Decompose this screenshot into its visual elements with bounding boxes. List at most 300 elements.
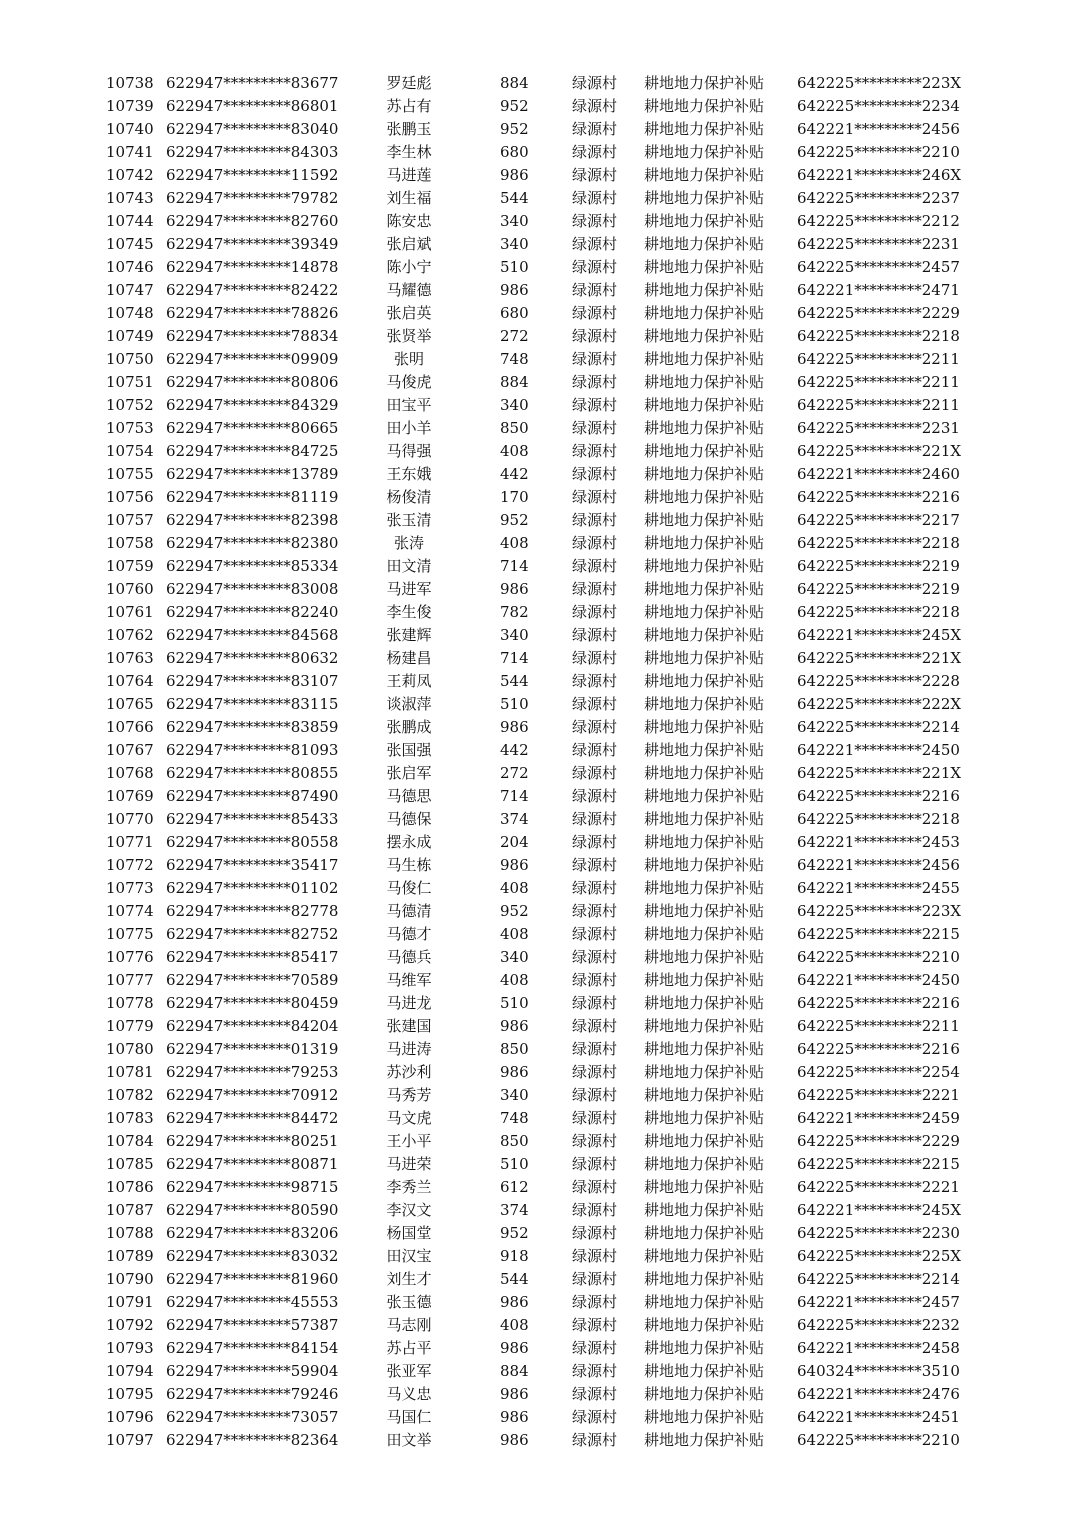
- table-row: [0, 1107, 1074, 1130]
- person-name: 田文清: [386, 557, 432, 575]
- table-row: [0, 1245, 1074, 1268]
- village-name: 绿源村: [572, 465, 618, 483]
- row-index: 10777: [106, 971, 154, 989]
- account-number: 622947*********84568: [166, 626, 339, 644]
- subsidy-type: 耕地地力保护补贴: [644, 971, 765, 989]
- subsidy-type: 耕地地力保护补贴: [644, 74, 765, 92]
- person-name: 马进龙: [386, 994, 432, 1012]
- id-number: 642221*********246X: [797, 166, 962, 184]
- id-number: 642225*********2229: [797, 1132, 960, 1150]
- village-name: 绿源村: [572, 626, 618, 644]
- table-row: [0, 1038, 1074, 1061]
- table-row: [0, 486, 1074, 509]
- table-row: [0, 371, 1074, 394]
- table-row: [0, 532, 1074, 555]
- subsidy-amount: 374: [500, 810, 529, 828]
- table-row: [0, 900, 1074, 923]
- row-index: 10771: [106, 833, 154, 851]
- person-name: 苏占有: [386, 97, 432, 115]
- row-index: 10796: [106, 1408, 154, 1426]
- table-row: [0, 348, 1074, 371]
- id-number: 642221*********245X: [797, 626, 962, 644]
- table-row: [0, 1153, 1074, 1176]
- table-row: [0, 1406, 1074, 1429]
- account-number: 622947*********80459: [166, 994, 339, 1012]
- person-name: 李秀兰: [386, 1178, 432, 1196]
- subsidy-amount: 340: [500, 948, 529, 966]
- account-number: 622947*********85334: [166, 557, 339, 575]
- person-name: 马德清: [386, 902, 432, 920]
- row-index: 10781: [106, 1063, 154, 1081]
- person-name: 马秀芳: [386, 1086, 432, 1104]
- row-index: 10745: [106, 235, 154, 253]
- person-name: 张亚军: [386, 1362, 432, 1380]
- person-name: 苏沙利: [386, 1063, 432, 1081]
- village-name: 绿源村: [572, 833, 618, 851]
- account-number: 622947*********78826: [166, 304, 339, 322]
- subsidy-type: 耕地地力保护补贴: [644, 97, 765, 115]
- account-number: 622947*********81119: [166, 488, 339, 506]
- village-name: 绿源村: [572, 327, 618, 345]
- account-number: 622947*********79253: [166, 1063, 339, 1081]
- village-name: 绿源村: [572, 971, 618, 989]
- subsidy-amount: 544: [500, 672, 529, 690]
- subsidy-type: 耕地地力保护补贴: [644, 511, 765, 529]
- id-number: 642225*********2216: [797, 1040, 960, 1058]
- id-number: 642225*********2216: [797, 787, 960, 805]
- id-number: 642225*********2217: [797, 511, 960, 529]
- row-index: 10794: [106, 1362, 154, 1380]
- row-index: 10774: [106, 902, 154, 920]
- subsidy-type: 耕地地力保护补贴: [644, 649, 765, 667]
- id-number: 642221*********2456: [797, 120, 960, 138]
- subsidy-amount: 986: [500, 718, 529, 736]
- id-number: 642225*********2237: [797, 189, 960, 207]
- subsidy-amount: 986: [500, 281, 529, 299]
- account-number: 622947*********82752: [166, 925, 339, 943]
- subsidy-amount: 850: [500, 1132, 529, 1150]
- village-name: 绿源村: [572, 1385, 618, 1403]
- subsidy-amount: 340: [500, 396, 529, 414]
- account-number: 622947*********84154: [166, 1339, 339, 1357]
- person-name: 王小平: [386, 1132, 432, 1150]
- account-number: 622947*********57387: [166, 1316, 339, 1334]
- subsidy-type: 耕地地力保护补贴: [644, 902, 765, 920]
- table-row: [0, 164, 1074, 187]
- table-row: [0, 1337, 1074, 1360]
- village-name: 绿源村: [572, 1040, 618, 1058]
- subsidy-type: 耕地地力保护补贴: [644, 695, 765, 713]
- row-index: 10769: [106, 787, 154, 805]
- row-index: 10773: [106, 879, 154, 897]
- village-name: 绿源村: [572, 350, 618, 368]
- subsidy-amount: 408: [500, 879, 529, 897]
- table-row: [0, 946, 1074, 969]
- account-number: 622947*********35417: [166, 856, 339, 874]
- id-number: 642225*********2228: [797, 672, 960, 690]
- account-number: 622947*********82422: [166, 281, 339, 299]
- id-number: 642221*********2456: [797, 856, 960, 874]
- subsidy-type: 耕地地力保护补贴: [644, 258, 765, 276]
- account-number: 622947*********83107: [166, 672, 339, 690]
- id-number: 642225*********2216: [797, 488, 960, 506]
- row-index: 10748: [106, 304, 154, 322]
- person-name: 王东娥: [386, 465, 432, 483]
- village-name: 绿源村: [572, 741, 618, 759]
- subsidy-amount: 272: [500, 327, 529, 345]
- person-name: 马德思: [386, 787, 432, 805]
- subsidy-type: 耕地地力保护补贴: [644, 1201, 765, 1219]
- subsidy-amount: 374: [500, 1201, 529, 1219]
- id-number: 642221*********2476: [797, 1385, 960, 1403]
- account-number: 622947*********87490: [166, 787, 339, 805]
- village-name: 绿源村: [572, 120, 618, 138]
- id-number: 642225*********2457: [797, 258, 960, 276]
- person-name: 马德兵: [386, 948, 432, 966]
- subsidy-type: 耕地地力保护补贴: [644, 534, 765, 552]
- village-name: 绿源村: [572, 1086, 618, 1104]
- account-number: 622947*********82364: [166, 1431, 339, 1449]
- table-row: [0, 923, 1074, 946]
- person-name: 马进莲: [386, 166, 432, 184]
- subsidy-amount: 170: [500, 488, 529, 506]
- subsidy-type: 耕地地力保护补贴: [644, 1339, 765, 1357]
- subsidy-amount: 510: [500, 1155, 529, 1173]
- account-number: 622947*********84725: [166, 442, 339, 460]
- subsidy-amount: 340: [500, 626, 529, 644]
- table-row: [0, 302, 1074, 325]
- table-row: [0, 969, 1074, 992]
- subsidy-type: 耕地地力保护补贴: [644, 488, 765, 506]
- person-name: 李生俊: [386, 603, 432, 621]
- id-number: 642225*********223X: [797, 74, 962, 92]
- subsidy-amount: 986: [500, 1431, 529, 1449]
- row-index: 10743: [106, 189, 154, 207]
- account-number: 622947*********70589: [166, 971, 339, 989]
- person-name: 张启军: [386, 764, 432, 782]
- table-row: [0, 256, 1074, 279]
- account-number: 622947*********80806: [166, 373, 339, 391]
- person-name: 杨俊清: [386, 488, 432, 506]
- village-name: 绿源村: [572, 1224, 618, 1242]
- subsidy-type: 耕地地力保护补贴: [644, 879, 765, 897]
- id-number: 642225*********2211: [797, 373, 960, 391]
- subsidy-type: 耕地地力保护补贴: [644, 1431, 765, 1449]
- account-number: 622947*********14878: [166, 258, 339, 276]
- subsidy-amount: 850: [500, 1040, 529, 1058]
- table-row: [0, 808, 1074, 831]
- subsidy-amount: 952: [500, 902, 529, 920]
- account-number: 622947*********82778: [166, 902, 339, 920]
- id-number: 642225*********2218: [797, 327, 960, 345]
- person-name: 马国仁: [386, 1408, 432, 1426]
- table-row: [0, 578, 1074, 601]
- subsidy-amount: 714: [500, 787, 529, 805]
- subsidy-type: 耕地地力保护补贴: [644, 1293, 765, 1311]
- table-row: [0, 785, 1074, 808]
- table-row: [0, 1360, 1074, 1383]
- id-number: 642225*********2212: [797, 212, 960, 230]
- row-index: 10747: [106, 281, 154, 299]
- person-name: 王莉凤: [386, 672, 432, 690]
- account-number: 622947*********45553: [166, 1293, 339, 1311]
- id-number: 642225*********222X: [797, 695, 962, 713]
- id-number: 642225*********223X: [797, 902, 962, 920]
- subsidy-amount: 544: [500, 189, 529, 207]
- row-index: 10787: [106, 1201, 154, 1219]
- subsidy-type: 耕地地力保护补贴: [644, 1316, 765, 1334]
- subsidy-type: 耕地地力保护补贴: [644, 1385, 765, 1403]
- table-row: [0, 854, 1074, 877]
- village-name: 绿源村: [572, 1431, 618, 1449]
- row-index: 10752: [106, 396, 154, 414]
- id-number: 642225*********225X: [797, 1247, 962, 1265]
- village-name: 绿源村: [572, 672, 618, 690]
- subsidy-type: 耕地地力保护补贴: [644, 833, 765, 851]
- account-number: 622947*********98715: [166, 1178, 339, 1196]
- person-name: 张鹏成: [386, 718, 432, 736]
- account-number: 622947*********84329: [166, 396, 339, 414]
- table-row: [0, 72, 1074, 95]
- account-number: 622947*********84303: [166, 143, 339, 161]
- subsidy-type: 耕地地力保护补贴: [644, 350, 765, 368]
- table-row: [0, 693, 1074, 716]
- person-name: 田宝平: [386, 396, 432, 414]
- row-index: 10780: [106, 1040, 154, 1058]
- table-row: [0, 1130, 1074, 1153]
- subsidy-type: 耕地地力保护补贴: [644, 327, 765, 345]
- subsidy-amount: 952: [500, 511, 529, 529]
- village-name: 绿源村: [572, 1178, 618, 1196]
- row-index: 10746: [106, 258, 154, 276]
- id-number: 642221*********2450: [797, 971, 960, 989]
- person-name: 马俊虎: [386, 373, 432, 391]
- subsidy-type: 耕地地力保护补贴: [644, 235, 765, 253]
- village-name: 绿源村: [572, 902, 618, 920]
- table-row: [0, 210, 1074, 233]
- person-name: 李生林: [386, 143, 432, 161]
- subsidy-type: 耕地地力保护补贴: [644, 465, 765, 483]
- subsidy-type: 耕地地力保护补贴: [644, 994, 765, 1012]
- id-number: 642225*********2215: [797, 925, 960, 943]
- person-name: 张建辉: [386, 626, 432, 644]
- subsidy-type: 耕地地力保护补贴: [644, 1270, 765, 1288]
- row-index: 10741: [106, 143, 154, 161]
- subsidy-type: 耕地地力保护补贴: [644, 580, 765, 598]
- subsidy-amount: 510: [500, 695, 529, 713]
- subsidy-amount: 272: [500, 764, 529, 782]
- account-number: 622947*********85433: [166, 810, 339, 828]
- village-name: 绿源村: [572, 1132, 618, 1150]
- subsidy-type: 耕地地力保护补贴: [644, 741, 765, 759]
- id-number: 642221*********2453: [797, 833, 960, 851]
- row-index: 10754: [106, 442, 154, 460]
- table-row: [0, 762, 1074, 785]
- row-index: 10755: [106, 465, 154, 483]
- id-number: 642221*********2450: [797, 741, 960, 759]
- table-row: [0, 1268, 1074, 1291]
- id-number: 642225*********2232: [797, 1316, 960, 1334]
- table-row: [0, 417, 1074, 440]
- subsidy-type: 耕地地力保护补贴: [644, 1155, 765, 1173]
- village-name: 绿源村: [572, 1316, 618, 1334]
- village-name: 绿源村: [572, 948, 618, 966]
- account-number: 622947*********01319: [166, 1040, 339, 1058]
- village-name: 绿源村: [572, 1155, 618, 1173]
- subsidy-type: 耕地地力保护补贴: [644, 764, 765, 782]
- id-number: 642221*********2451: [797, 1408, 960, 1426]
- row-index: 10783: [106, 1109, 154, 1127]
- row-index: 10767: [106, 741, 154, 759]
- account-number: 622947*********39349: [166, 235, 339, 253]
- subsidy-type: 耕地地力保护补贴: [644, 626, 765, 644]
- id-number: 642225*********2218: [797, 534, 960, 552]
- account-number: 622947*********83008: [166, 580, 339, 598]
- subsidy-amount: 340: [500, 212, 529, 230]
- table-row: [0, 279, 1074, 302]
- row-index: 10739: [106, 97, 154, 115]
- village-name: 绿源村: [572, 649, 618, 667]
- row-index: 10779: [106, 1017, 154, 1035]
- village-name: 绿源村: [572, 1017, 618, 1035]
- id-number: 642225*********2211: [797, 350, 960, 368]
- id-number: 642225*********2231: [797, 419, 960, 437]
- person-name: 马维军: [386, 971, 432, 989]
- subsidy-type: 耕地地力保护补贴: [644, 396, 765, 414]
- row-index: 10768: [106, 764, 154, 782]
- village-name: 绿源村: [572, 695, 618, 713]
- village-name: 绿源村: [572, 419, 618, 437]
- subsidy-amount: 408: [500, 534, 529, 552]
- subsidy-amount: 918: [500, 1247, 529, 1265]
- table-row: [0, 1314, 1074, 1337]
- subsidy-type: 耕地地力保护补贴: [644, 1086, 765, 1104]
- subsidy-amount: 986: [500, 1293, 529, 1311]
- subsidy-type: 耕地地力保护补贴: [644, 1362, 765, 1380]
- row-index: 10744: [106, 212, 154, 230]
- row-index: 10770: [106, 810, 154, 828]
- table-row: [0, 325, 1074, 348]
- village-name: 绿源村: [572, 1339, 618, 1357]
- row-index: 10766: [106, 718, 154, 736]
- subsidy-amount: 986: [500, 166, 529, 184]
- person-name: 马得强: [386, 442, 432, 460]
- subsidy-type: 耕地地力保护补贴: [644, 442, 765, 460]
- subsidy-amount: 952: [500, 97, 529, 115]
- table-row: [0, 1291, 1074, 1314]
- account-number: 622947*********83859: [166, 718, 339, 736]
- id-number: 642225*********2230: [797, 1224, 960, 1242]
- subsidy-type: 耕地地力保护补贴: [644, 672, 765, 690]
- id-number: 640324*********3510: [797, 1362, 960, 1380]
- person-name: 张贤举: [386, 327, 432, 345]
- account-number: 622947*********80590: [166, 1201, 339, 1219]
- subsidy-amount: 782: [500, 603, 529, 621]
- person-name: 马文虎: [386, 1109, 432, 1127]
- village-name: 绿源村: [572, 258, 618, 276]
- subsidy-table: [0, 72, 1074, 1452]
- row-index: 10795: [106, 1385, 154, 1403]
- row-index: 10742: [106, 166, 154, 184]
- account-number: 622947*********80855: [166, 764, 339, 782]
- table-row: [0, 394, 1074, 417]
- row-index: 10785: [106, 1155, 154, 1173]
- row-index: 10789: [106, 1247, 154, 1265]
- village-name: 绿源村: [572, 603, 618, 621]
- id-number: 642221*********2459: [797, 1109, 960, 1127]
- subsidy-amount: 986: [500, 1063, 529, 1081]
- id-number: 642225*********2211: [797, 396, 960, 414]
- subsidy-amount: 510: [500, 258, 529, 276]
- subsidy-amount: 884: [500, 74, 529, 92]
- subsidy-type: 耕地地力保护补贴: [644, 1247, 765, 1265]
- person-name: 张启斌: [386, 235, 432, 253]
- account-number: 622947*********81960: [166, 1270, 339, 1288]
- account-number: 622947*********85417: [166, 948, 339, 966]
- account-number: 622947*********80665: [166, 419, 339, 437]
- account-number: 622947*********13789: [166, 465, 339, 483]
- subsidy-amount: 986: [500, 1339, 529, 1357]
- id-number: 642225*********2221: [797, 1178, 960, 1196]
- person-name: 马进涛: [386, 1040, 432, 1058]
- id-number: 642225*********2214: [797, 718, 960, 736]
- id-number: 642225*********2214: [797, 1270, 960, 1288]
- person-name: 刘生才: [386, 1270, 432, 1288]
- subsidy-amount: 408: [500, 971, 529, 989]
- village-name: 绿源村: [572, 281, 618, 299]
- account-number: 622947*********11592: [166, 166, 339, 184]
- village-name: 绿源村: [572, 396, 618, 414]
- id-number: 642221*********2458: [797, 1339, 960, 1357]
- id-number: 642221*********2457: [797, 1293, 960, 1311]
- person-name: 马德保: [386, 810, 432, 828]
- village-name: 绿源村: [572, 235, 618, 253]
- account-number: 622947*********80558: [166, 833, 339, 851]
- id-number: 642221*********2455: [797, 879, 960, 897]
- person-name: 罗廷彪: [386, 74, 432, 92]
- person-name: 杨建昌: [386, 649, 432, 667]
- table-row: [0, 647, 1074, 670]
- row-index: 10793: [106, 1339, 154, 1357]
- account-number: 622947*********83040: [166, 120, 339, 138]
- subsidy-amount: 680: [500, 143, 529, 161]
- subsidy-type: 耕地地力保护补贴: [644, 304, 765, 322]
- village-name: 绿源村: [572, 534, 618, 552]
- village-name: 绿源村: [572, 74, 618, 92]
- subsidy-type: 耕地地力保护补贴: [644, 718, 765, 736]
- table-row: [0, 555, 1074, 578]
- subsidy-type: 耕地地力保护补贴: [644, 1040, 765, 1058]
- person-name: 谈淑萍: [386, 695, 432, 713]
- village-name: 绿源村: [572, 764, 618, 782]
- subsidy-amount: 986: [500, 1385, 529, 1403]
- account-number: 622947*********01102: [166, 879, 339, 897]
- person-name: 张建国: [386, 1017, 432, 1035]
- account-number: 622947*********83677: [166, 74, 339, 92]
- table-row: [0, 233, 1074, 256]
- subsidy-amount: 680: [500, 304, 529, 322]
- village-name: 绿源村: [572, 442, 618, 460]
- subsidy-amount: 204: [500, 833, 529, 851]
- table-row: [0, 509, 1074, 532]
- village-name: 绿源村: [572, 787, 618, 805]
- id-number: 642225*********2229: [797, 304, 960, 322]
- table-row: [0, 187, 1074, 210]
- person-name: 陈小宁: [386, 258, 432, 276]
- person-name: 张明: [393, 350, 424, 368]
- row-index: 10784: [106, 1132, 154, 1150]
- subsidy-amount: 408: [500, 1316, 529, 1334]
